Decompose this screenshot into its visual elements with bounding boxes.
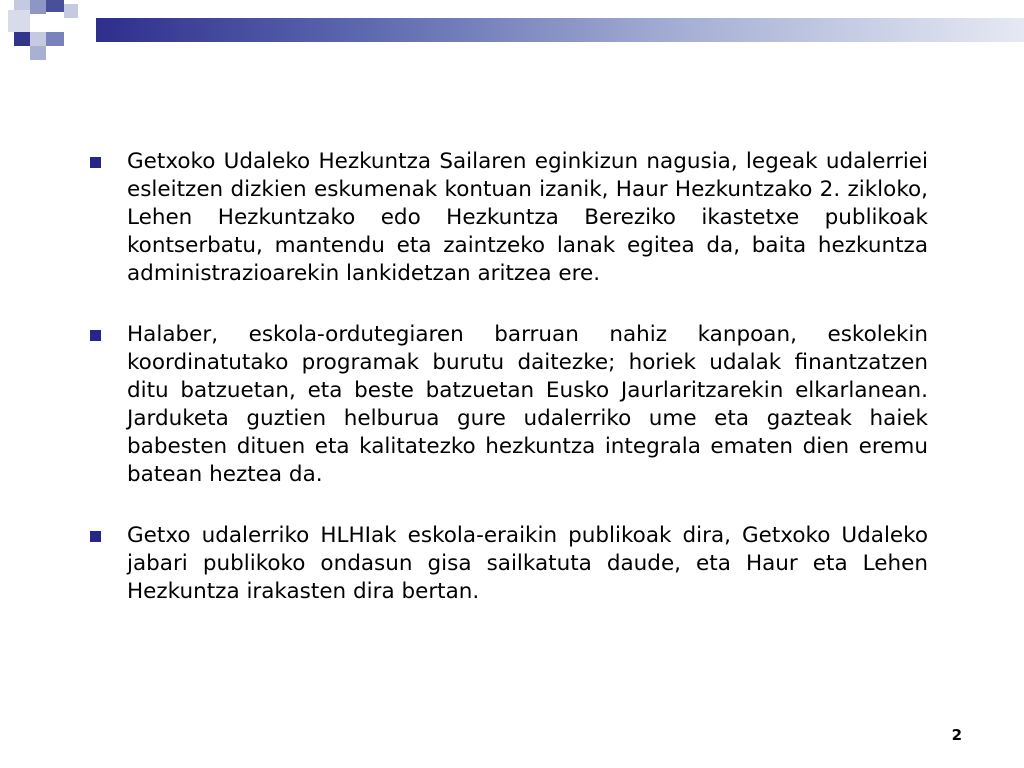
- decor-square: [30, 0, 46, 14]
- list-item: [90, 522, 928, 606]
- list-item: [90, 148, 928, 288]
- decor-square: [46, 32, 64, 46]
- decor-square: [14, 32, 30, 46]
- decor-square: [64, 4, 78, 18]
- list-item: [90, 321, 928, 489]
- decor-square: [14, 0, 30, 10]
- bullet-text: Getxo udalerriko HLHIak eskola-eraikin publikoak dira, Getxoko Udaleko jabari publikoko ondasun gisa sailkatuta daude, eta Haur eta Lehen Hezkuntza irakasten dira bertan.: [127, 523, 928, 604]
- bullet-text: Halaber, eskola-ordutegiaren barruan nahiz kanpoan, eskolekin koordinatutako programak burutu daitezke; horiek udalak finantzatzen ditu batzuetan, eta beste batzuetan Eusko Jaurlaritzarekin elkarlanean. Jarduketa guztien helburua gure udalerriko ume eta gazteak haiek babesten dituen eta kalitatezko hezkuntza integrala ematen dien eremu batean heztea da.: [127, 322, 928, 487]
- square-bullet-icon: [90, 330, 101, 341]
- square-bullet-icon: [90, 531, 101, 542]
- decor-square: [46, 12, 64, 30]
- header-gradient-bar: [96, 18, 1024, 42]
- decor-square: [30, 46, 46, 60]
- page-number: 2: [951, 726, 962, 744]
- decor-square: [30, 32, 46, 46]
- bullet-text: Getxoko Udaleko Hezkuntza Sailaren eginkizun nagusia, legeak udalerriei esleitzen dizkien eskumenak kontuan izanik, Haur Hezkuntzako 2. zikloko, Lehen Hezkuntzako edo Hezkuntza Bereziko ikastetxe publikoak kontserbatu, mantendu eta zaintzeko lanak egitea da, baita hezkuntza administrazioarekin lankidetzan aritzea ere.: [127, 149, 928, 286]
- bullet-list: [90, 148, 928, 639]
- decor-square: [46, 0, 64, 12]
- decor-square: [8, 10, 30, 32]
- square-bullet-icon: [90, 157, 101, 168]
